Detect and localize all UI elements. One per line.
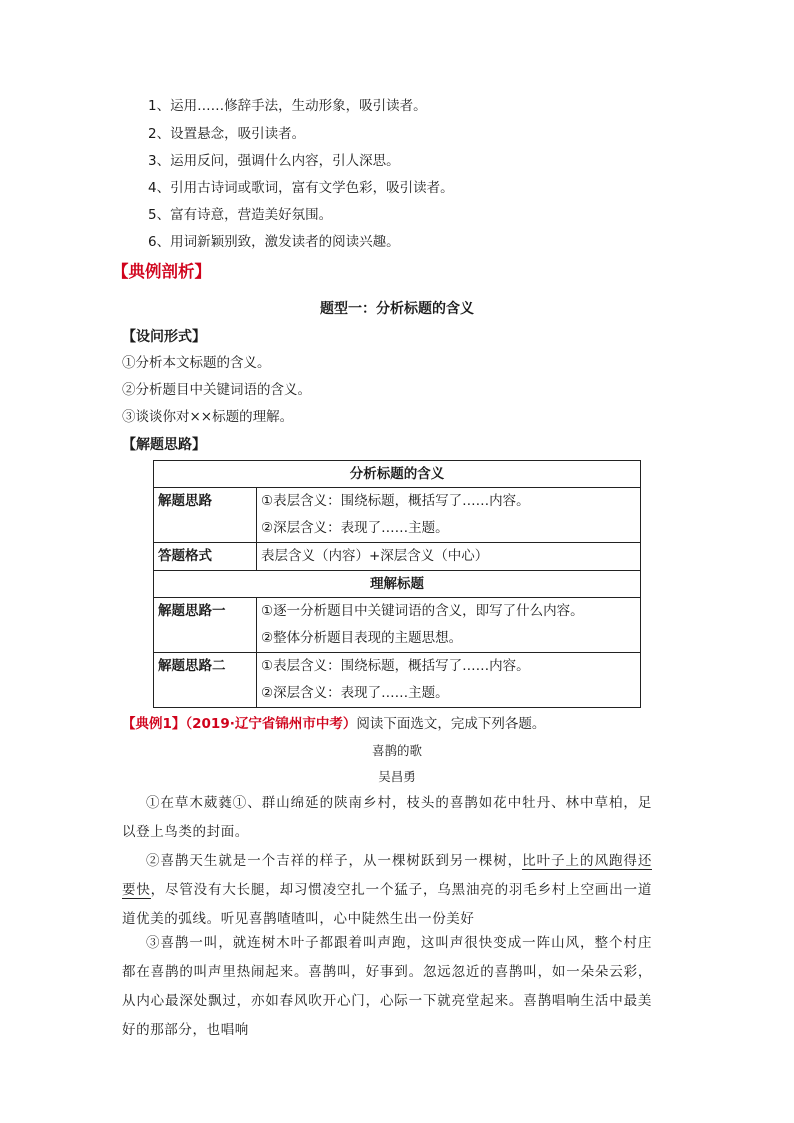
tip-item: 4、引用古诗词或歌词，富有文学色彩，吸引读者。 [148,180,454,196]
approach-heading: 【解题思路】 [122,437,206,453]
table-row [154,653,641,708]
table-section-title: 分析标题的含义 [154,461,641,488]
table-cell-line: ②深层含义：表现了……主题。 [261,685,449,701]
table-row [154,488,641,543]
table-row-label: 解题思路二 [158,658,226,674]
question-form-heading: 【设问形式】 [122,329,206,345]
question-form-item: ③谈谈你对××标题的理解。 [122,409,294,425]
tip-item: 6、用词新颖别致，激发读者的阅读兴趣。 [148,234,400,250]
table-row-label: 解题思路 [158,493,212,509]
tip-item: 2、设置悬念，吸引读者。 [148,126,306,142]
table-row [154,598,641,653]
table-row [154,543,641,571]
table-cell-line: ①表层含义：围绕标题，概括写了……内容。 [261,493,530,509]
table-row-label: 答题格式 [158,548,212,564]
table-row-label: 解题思路一 [158,603,226,619]
tip-item: 5、富有诗意，营造美好氛围。 [148,207,333,223]
question-form-item: ①分析本文标题的含义。 [122,355,271,371]
tip-item: 3、运用反问，强调什么内容，引人深思。 [148,153,400,169]
table-cell-line: 表层含义（内容）+深层含义（中心） [261,548,489,564]
table-section-title: 理解标题 [154,571,641,598]
example-heading [122,712,545,732]
table-section-row [154,461,641,488]
table-section-row [154,571,641,598]
example-instruction: 阅读下面选文，完成下列各题。 [356,716,546,732]
paragraph-text: ②喜鹊天生就是一个吉祥的样子，从一棵树跃到另一棵树， [146,853,523,869]
table-cell-line: ①表层含义：围绕标题，概括写了……内容。 [261,658,530,674]
table-cell-line: ②整体分析题目表现的主题思想。 [261,630,463,646]
example-tag: 【典例1】（2019·辽宁省锦州市中考） [122,716,357,732]
table-cell-line: ②深层含义：表现了……主题。 [261,520,449,536]
table-cell-line: ①逐一分析题目中关键词语的含义，即写了什么内容。 [261,603,584,619]
essay-author: 吴昌勇 [378,769,416,784]
essay-paragraph: ①在草木葳蕤①、群山绵延的陕南乡村，枝头的喜鹊如花中牡丹、林中草柏，足以登上鸟类的封面。 [122,795,652,840]
question-form-item: ②分析题目中关键词语的含义。 [122,382,311,398]
section-heading: 【典例剖析】 [112,262,211,281]
underlined-sentence: 比叶子上的风跑得还要快 [122,853,652,898]
type-title: 题型一：分析标题的含义 [320,301,474,317]
essay-paragraph: ③喜鹊一叫，就连树木叶子都跟着叫声跑，这叫声很快变成一阵山风，整个村庄都在喜鹊的叫声里热闹起来。喜鹊叫，好事到。忽远忽近的喜鹊叫，如一朵朵云彩，从内心最深处飘过，亦如春风吹开心门，心际一下就亮堂起来。喜鹊唱响生活中最美好的那部分，也唱响 [122,935,652,1038]
approach-table [153,460,641,708]
tip-item: 1、运用……修辞手法，生动形象，吸引读者。 [148,98,427,114]
essay-title: 喜鹊的歌 [371,743,422,758]
paragraph-text: ，尽管没有大长腿，却习惯凌空扎一个猛子，乌黑油亮的羽毛乡村上空画出一道道优美的弧线。听见喜鹊喳喳叫，心中陡然生出一份美好 [122,882,653,927]
essay-paragraph [122,847,652,934]
